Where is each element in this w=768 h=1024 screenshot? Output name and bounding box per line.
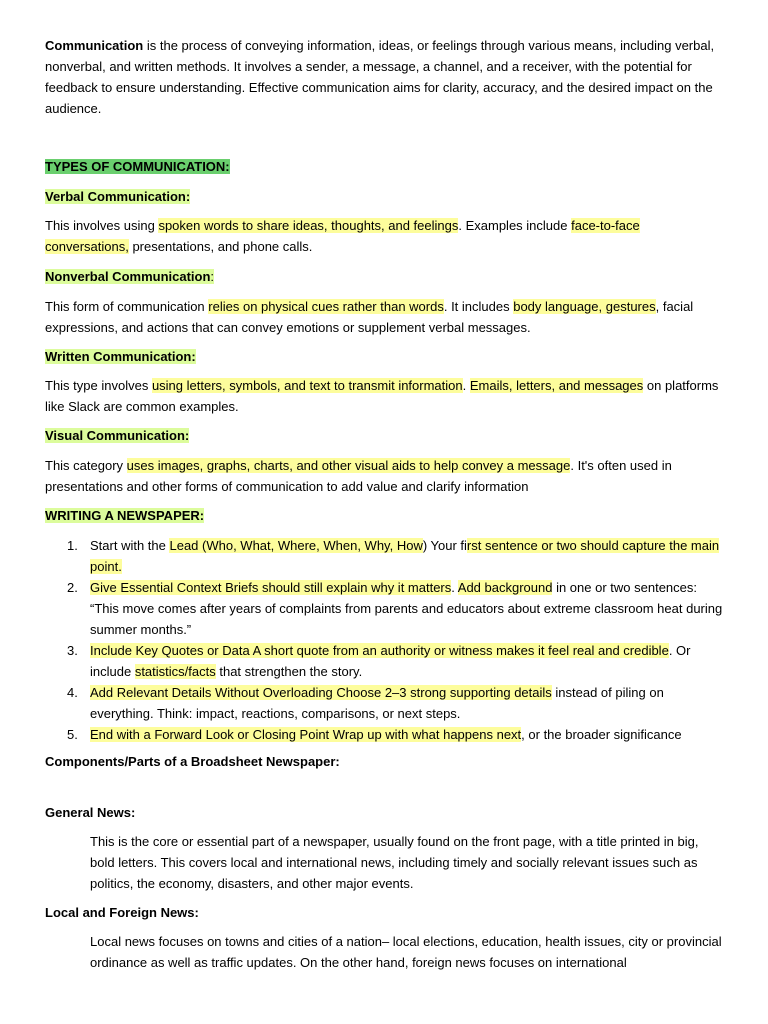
list-number: 5. [67,727,78,742]
list-number: 2. [67,580,78,595]
highlight-run: relies on physical cues rather than words [208,299,444,314]
general-news-paragraph: This is the core or essential part of a newspaper, usually found on the front page, with a title printed in big, bold letters. This covers local and international news, including timely and socially relevant issues such as politics, the economy, disasters, and other major events. [90,834,699,891]
written-heading [45,346,725,367]
text-run: . Examples include [458,218,572,233]
text-run: . It's often used in presentations and other forms of communication to add value and clarify information [45,458,672,494]
list-item [45,682,725,724]
intro-text: is the process of conveying information, ideas, or feelings through various means, including verbal, nonverbal, and written methods. It involves a sender, a message, a channel, and a receiver, with the potential for feedback to ensure understanding. Effective communication aims for clarity, accuracy, and the desired impact on the audience. [45,38,715,116]
list-item [45,640,725,682]
text-run: on platforms like Slack are common examples. [45,378,719,414]
visual-heading [45,425,725,446]
highlight-run: statistics/facts [134,664,216,679]
visual-paragraph [45,455,725,497]
intro-term: Communication [45,38,144,53]
text-run: , or the broader significance [521,727,682,742]
highlight-run: spoken words to share ideas, thoughts, and feelings [158,218,459,233]
intro-paragraph [45,35,725,119]
text-run: . Or include [90,643,691,679]
verbal-paragraph [45,215,725,257]
text-run: in one or two sentences: “This move comes after years of complaints from parents and educators about extreme classroom heat during summer months.” [90,580,723,637]
highlight-run: Give Essential Context Briefs should still explain why it matters [90,580,452,595]
text-run: This type involves [45,378,152,393]
general-news-heading-text: General News: [45,805,136,820]
highlight-run: using letters, symbols, and text to transmit information [151,378,463,393]
local-foreign-paragraph: Local news focuses on towns and cities of a nation– local elections, education, health issues, city or provincial ordinance as well as traffic updates. On the other hand, foreign news focuses on international [90,934,722,970]
text-run: ) Your fi [422,538,467,553]
highlight-run: Include Key Quotes or Data A short quote from an authority or witness makes it feel real and credible [90,643,669,658]
highlight-run: End with a Forward Look or Closing Point Wrap up with what happens next [90,727,522,742]
text-run: . It includes [443,299,514,314]
text-run: This involves using [45,218,159,233]
list-item [45,724,725,745]
list-number: 3. [67,643,78,658]
list-number: 1. [67,538,78,553]
nonverbal-paragraph [45,296,725,338]
types-heading [45,156,725,177]
highlight-run: rst sentence or two should capture the main point. [90,538,720,574]
text-run: This category [45,458,127,473]
written-heading-text: Written Communication: [45,349,196,364]
verbal-heading-text: Verbal Communication: [45,189,191,204]
types-heading-text: TYPES OF COMMUNICATION: [45,159,230,174]
text-run: . [462,378,470,393]
text-run: , facial expressions, and actions that can convey emotions or supplement verbal messages. [45,299,694,335]
general-news-heading [45,802,725,823]
newspaper-heading-text: WRITING A NEWSPAPER: [45,508,205,523]
verbal-heading [45,186,725,207]
components-heading [45,751,725,772]
visual-heading-text: Visual Communication: [45,428,190,443]
highlight-run: face-to-face conversations, [45,218,640,254]
text-run: that strengthen the story. [215,664,363,679]
text-run: Start with the [90,538,170,553]
written-paragraph [45,375,725,417]
highlight-run: Add background [457,580,553,595]
local-foreign-heading-text: Local and Foreign News: [45,905,199,920]
newspaper-heading [45,505,725,526]
list-item [45,535,725,577]
text-run: . [451,580,458,595]
text-run: presentations, and phone calls. [128,239,313,254]
highlight-run: Emails, letters, and messages [469,378,644,393]
text-run: This form of communication [45,299,209,314]
nonverbal-heading [45,266,725,287]
newspaper-steps-list [45,535,725,745]
highlight-run: Add Relevant Details Without Overloading Choose 2–3 strong supporting details [90,685,552,700]
list-number: 4. [67,685,78,700]
heading-colon: : [210,269,215,284]
nonverbal-heading-text: Nonverbal Communication [45,269,211,284]
local-foreign-heading [45,902,725,923]
highlight-run: body language, gestures [513,299,656,314]
highlight-run: uses images, graphs, charts, and other visual aids to help convey a message [126,458,571,473]
highlight-run: Lead (Who, What, Where, When, Why, How [169,538,423,553]
components-heading-text: Components/Parts of a Broadsheet Newspaper: [45,754,340,769]
list-item [45,577,725,640]
text-run: instead of piling on everything. Think: impact, reactions, comparisons, or next steps. [90,685,664,721]
